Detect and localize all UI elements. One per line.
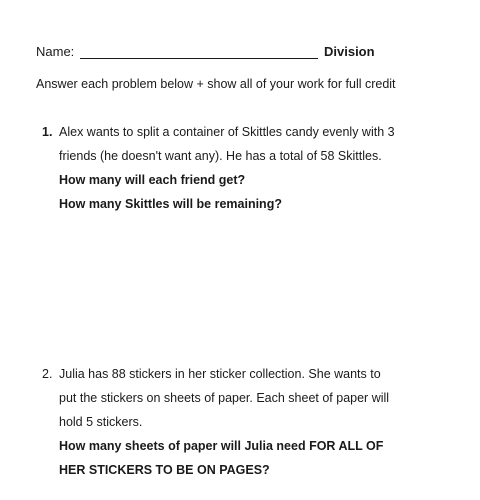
instructions-text: Answer each problem below + show all of your work for full credit — [36, 77, 396, 91]
worksheet-title: Division — [324, 44, 375, 59]
problem-text: Alex wants to split a container of Skittles candy evenly with 3 — [59, 125, 395, 139]
worksheet-header — [36, 44, 456, 64]
problem-text-line: put the stickers on sheets of paper. Each sheet of paper will — [59, 391, 390, 405]
problem-text-line: hold 5 stickers. — [59, 415, 143, 429]
problem-text-line — [42, 362, 452, 386]
problem-text-line: friends (he doesn't want any). He has a total of 58 Skittles. — [59, 149, 382, 163]
problem-2 — [42, 362, 452, 482]
problem-1 — [42, 120, 452, 216]
problem-text: Julia has 88 stickers in her sticker collection. She wants to — [59, 367, 381, 381]
problem-number: 1. — [42, 125, 53, 139]
problem-number: 2. — [42, 367, 53, 381]
name-label: Name: — [36, 44, 75, 59]
name-blank-line — [80, 58, 318, 59]
problem-question: How many sheets of paper will Julia need FOR ALL OF — [59, 439, 384, 453]
problem-question: How many Skittles will be remaining? — [59, 197, 282, 211]
problem-question: How many will each friend get? — [59, 173, 246, 187]
problem-question: HER STICKERS TO BE ON PAGES? — [59, 463, 270, 477]
problem-text-line — [42, 120, 452, 144]
